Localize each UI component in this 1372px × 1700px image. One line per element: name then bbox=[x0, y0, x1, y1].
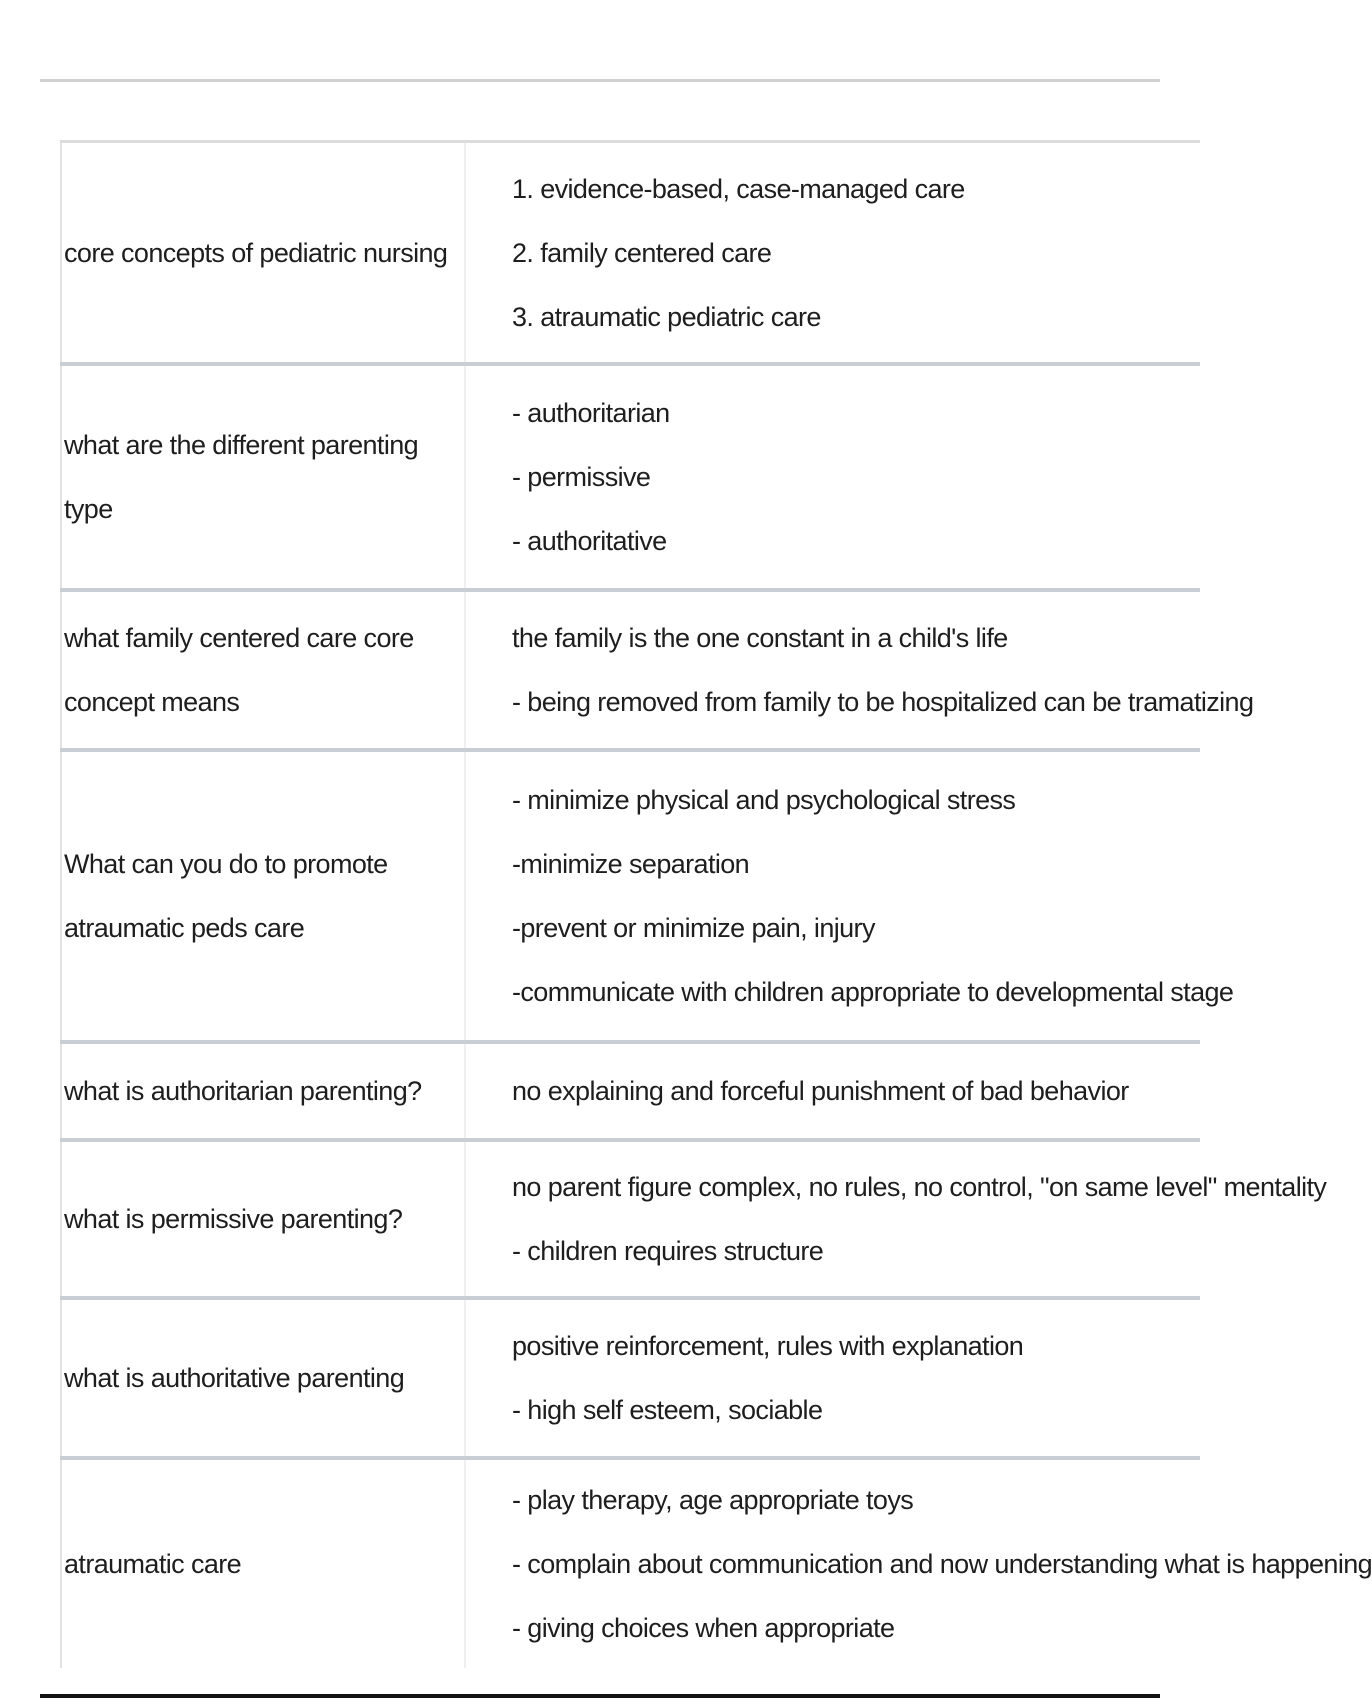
definition-line: no parent figure complex, no rules, no control, "on same level" mentality bbox=[512, 1172, 1327, 1202]
term-text: what are the different parenting type bbox=[64, 430, 419, 524]
flashcard-row bbox=[60, 1456, 1372, 1668]
term-cell bbox=[60, 1044, 466, 1138]
term-cell bbox=[60, 592, 466, 748]
flashcard-row bbox=[60, 1138, 1327, 1296]
term-cell bbox=[60, 1300, 466, 1456]
term-text: what family centered care core concept means bbox=[64, 623, 414, 717]
definition-line: 2. family centered care bbox=[512, 237, 772, 268]
definition-cell bbox=[466, 366, 1200, 588]
flashcard-row bbox=[60, 362, 1200, 588]
bottom-divider bbox=[40, 1694, 1160, 1698]
definition-line: -prevent or minimize pain, injury bbox=[512, 913, 875, 943]
term-text: what is authoritarian parenting? bbox=[64, 1076, 422, 1106]
flashcard-row bbox=[60, 140, 1200, 362]
term-cell bbox=[60, 752, 466, 1040]
flashcard-row bbox=[60, 1296, 1200, 1456]
definition-cell bbox=[466, 143, 1200, 362]
term-text: what is authoritative parenting bbox=[64, 1363, 405, 1393]
definition-cell bbox=[466, 592, 1253, 748]
flashcard-row bbox=[60, 1040, 1200, 1138]
flashcard-table bbox=[60, 140, 1372, 1668]
flashcard-row bbox=[60, 588, 1254, 748]
term-text: core concepts of pediatric nursing bbox=[64, 237, 448, 268]
definition-line: no explaining and forceful punishment of bad behavior bbox=[512, 1076, 1129, 1106]
definition-line: - authoritarian bbox=[512, 398, 670, 428]
definition-cell bbox=[466, 1044, 1200, 1138]
definition-line: - giving choices when appropriate bbox=[512, 1613, 895, 1643]
definition-line: the family is the one constant in a child's life bbox=[512, 623, 1008, 653]
term-text: atraumatic care bbox=[64, 1549, 242, 1579]
definition-line: - being removed from family to be hospitalized can be tramatizing bbox=[512, 687, 1254, 717]
term-cell bbox=[60, 366, 466, 588]
term-text: What can you do to promote atraumatic peds care bbox=[64, 849, 388, 943]
definition-line: -communicate with children appropriate to developmental stage bbox=[512, 977, 1234, 1007]
definition-cell bbox=[466, 1142, 1326, 1296]
top-divider bbox=[40, 79, 1160, 82]
definition-cell bbox=[466, 1460, 1372, 1668]
definition-line: - permissive bbox=[512, 462, 651, 492]
definition-line: - complain about communication and now understanding what is happening bbox=[512, 1549, 1372, 1579]
term-cell bbox=[60, 1460, 466, 1668]
flashcard-row bbox=[60, 748, 1234, 1040]
definition-line: - high self esteem, sociable bbox=[512, 1395, 823, 1425]
definition-cell bbox=[466, 752, 1233, 1040]
definition-line: - play therapy, age appropriate toys bbox=[512, 1485, 914, 1515]
definition-line: - minimize physical and psychological stress bbox=[512, 785, 1016, 815]
definition-line: - children requires structure bbox=[512, 1236, 824, 1266]
definition-line: -minimize separation bbox=[512, 849, 750, 879]
definition-line: 1. evidence-based, case-managed care bbox=[512, 173, 965, 204]
term-cell bbox=[60, 1142, 466, 1296]
definition-cell bbox=[466, 1300, 1200, 1456]
term-text: what is permissive parenting? bbox=[64, 1204, 403, 1234]
definition-line: positive reinforcement, rules with explanation bbox=[512, 1331, 1024, 1361]
term-cell bbox=[60, 143, 466, 362]
definition-line: 3. atraumatic pediatric care bbox=[512, 301, 821, 332]
definition-line: - authoritative bbox=[512, 526, 667, 556]
